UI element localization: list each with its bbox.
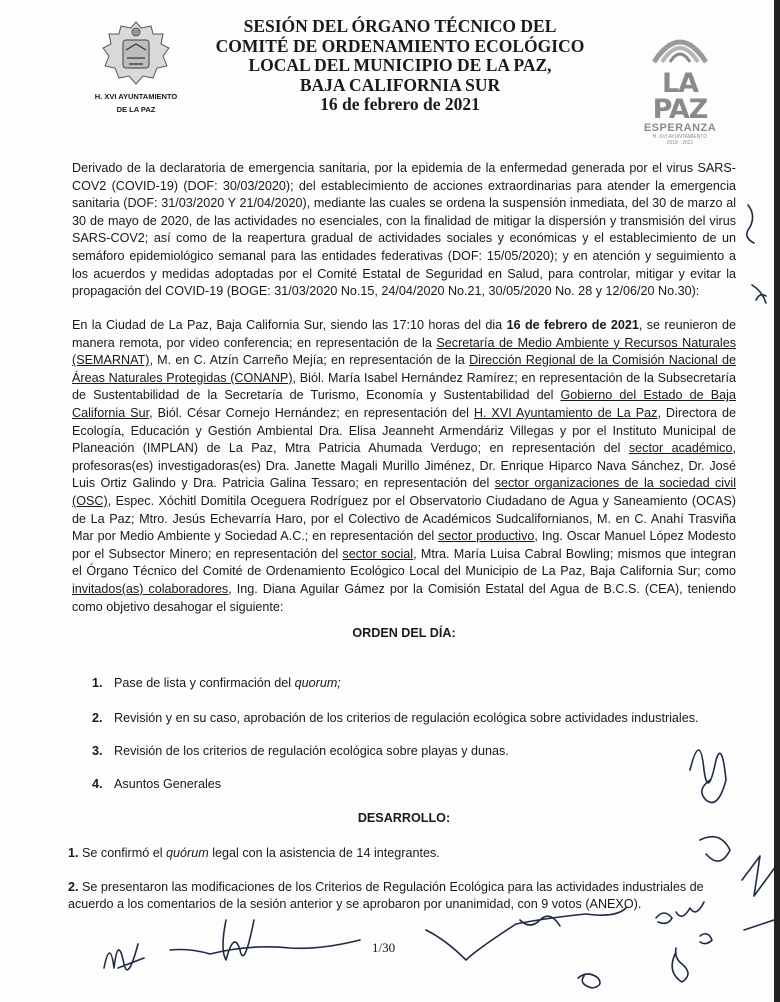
orden-del-dia-heading: ORDEN DEL DÍA: bbox=[352, 626, 456, 640]
signature-mark bbox=[426, 908, 626, 960]
agenda-item bbox=[92, 744, 732, 758]
desarrollo-item-2 bbox=[68, 879, 708, 913]
logo-caption-line-2: DE LA PAZ bbox=[116, 105, 156, 114]
logo-years-text: 2018 · 2021 bbox=[666, 140, 694, 146]
signature-mark bbox=[104, 944, 144, 970]
text-segment: , Espec. Xóchitl Domitila Oceguera Rodríguez por el Observatorio Ciudadano de Agua y Saneamiento (OCAS) de La Paz; Mtro. Jesús Echevarría Haro, por el Colectivo de Académicos Sudcalifornianos, M. en C. Anahí Trasviña Mar por Medio Ambiente y Sociedad A.C.; en representación del bbox=[72, 493, 736, 544]
desarrollo-heading: DESARROLLO: bbox=[357, 811, 451, 825]
text-segment: , M. en C. Atzín Carreño Mejía; en representación de la bbox=[149, 353, 470, 368]
text-segment: , profesoras(es) investigadoras(es) Dra. Janette Magali Murillo Jiménez, Dr. Enrique Hiparco Nava Sánchez, Dr. José Luis Ortiz Galindo y Dra. Patricia Galina Tessaro; en representación del bbox=[72, 441, 736, 491]
agenda-number: 3. bbox=[92, 744, 103, 758]
signature-mark bbox=[170, 920, 360, 960]
underlined-entity: invitados(as) colaboradores bbox=[72, 581, 229, 596]
title-line-4: BAJA CALIFORNIA SUR bbox=[299, 74, 501, 95]
item-text: Se confirmó el bbox=[78, 846, 167, 860]
agenda-text: Revisión y en su caso, aprobación de los criterios de regulación ecológica sobre actividades industriales. bbox=[114, 711, 699, 725]
title-line-1: SESIÓN DEL ÓRGANO TÉCNICO DEL bbox=[243, 16, 557, 36]
signature-mark bbox=[742, 856, 776, 930]
underlined-entity: sector organizaciones de la sociedad civil (OSC) bbox=[72, 476, 736, 508]
agenda-number: 4. bbox=[92, 777, 103, 791]
agenda-item bbox=[92, 777, 732, 791]
underlined-entity: Secretaría de Medio Ambiente y Recursos Naturales (SEMARNAT) bbox=[72, 335, 736, 368]
text-segment: En la Ciudad de La Paz, Baja California Sur, siendo las 17:10 horas del dia bbox=[72, 318, 507, 332]
logo-ayuntamiento-text: H. XVI AYUNTAMIENTO bbox=[652, 134, 708, 140]
underlined-entity: sector productivo bbox=[438, 529, 535, 544]
coat-of-arms-icon bbox=[93, 18, 179, 88]
signature-mark bbox=[578, 974, 600, 988]
title-line-2: COMITÉ DE ORDENAMIENTO ECOLÓGICO bbox=[215, 35, 585, 56]
underlined-entity: H. XVI Ayuntamiento de La Paz bbox=[473, 405, 658, 420]
title-date: 16 de febrero de 2021 bbox=[320, 94, 480, 114]
signature-mark bbox=[700, 837, 730, 861]
underlined-entity: Gobierno del Estado de Baja California Sur bbox=[72, 388, 736, 420]
logo-esperanza-text: ESPERANZA bbox=[643, 122, 717, 134]
ayuntamiento-logo bbox=[84, 18, 188, 114]
text-segment: , se reunieron de manera remota, por video conferencia; en representación de la bbox=[72, 318, 736, 350]
underlined-entity: Dirección Regional de la Comisión Nacional de Áreas Naturales Protegidas (CONANP) bbox=[72, 353, 736, 385]
meeting-date: 16 de febrero de 2021 bbox=[506, 318, 639, 332]
logo-la-paz-text: LA PAZ bbox=[652, 68, 708, 125]
title-line-3: LOCAL DEL MUNICIPIO DE LA PAZ, bbox=[248, 55, 552, 75]
item-italic-text: quórum bbox=[166, 846, 209, 860]
la-paz-emblem-icon bbox=[648, 26, 712, 66]
agenda-italic-text: quorum; bbox=[294, 676, 341, 690]
agenda-item bbox=[92, 676, 732, 690]
page-number: 1/30 bbox=[372, 940, 396, 955]
la-paz-logo bbox=[632, 26, 728, 146]
agenda-text: Pase de lista y confirmación del bbox=[114, 676, 295, 690]
document-title bbox=[200, 17, 600, 115]
margin-initial-mark bbox=[747, 205, 754, 243]
text-segment: , Mtra. María Luisa Cabral Bowling; mismos que integran el Órgano Técnico del Comité de Ordenamiento Ecológico Local del Municipio de La Paz, Baja California Sur; como bbox=[72, 546, 736, 579]
signature-mark bbox=[672, 948, 688, 982]
logo-caption-line-1: H. XVI AYUNTAMIENTO bbox=[94, 92, 178, 101]
item-text: Se presentaron las modificaciones de los Criterios de Regulación Ecológica para las actividades industriales de acuerdo a los comentarios de la sesión anterior y se aprobaron por unanimidad, con 9 votos (ANEXO). bbox=[68, 880, 704, 911]
item-number: 1. bbox=[68, 846, 79, 860]
agenda-text: Revisión de los criterios de regulación ecológica sobre playas y dunas. bbox=[114, 744, 509, 758]
underlined-entity: sector social bbox=[342, 546, 414, 561]
text-segment: , Directora de Ecología, Educación y Gestión Ambiental Dra. Elisa Jeanneht Armendáriz Villegas y por el Instituto Municipal de Planeación (IMPLAN) de La Paz, Mtra Patricia Ahumada Verdugo; en representación del bbox=[72, 405, 737, 456]
underlined-entity: sector académico bbox=[628, 441, 733, 456]
preamble-paragraph: Derivado de la declaratoria de emergencia sanitaria, por la epidemia de la enfermedad generada por el virus SARS-COV2 (COVID-19) (DOF: 30/03/2020); del establecimiento de acciones extraordinarias para atender la emergencia sanitaria (DOF: 31/03/2020 Y 21/04/2020), mediante las cuales se ordena la suspensión inmediata, del 30 de marzo al 30 de mayo de 2020, de las actividades no esenciales, con la finalidad de mitigar la dispersión y transmisión del virus SARS-COV2; así como de la reapertura gradual de actividades sociales y económicas y el establecimiento de un semáforo epidemiológico semanal para las entidades federativas (DOF: 15/05/2020); y en atención y seguimiento a los acuerdos y medidas adoptadas por el Comité Estatal de Seguridad en Salud, para controlar, mitigar y evitar la propagación del COVID-19 (BOGE: 31/03/2020 No.15, 24/04/2020 No.21, 30/05/2020 No. 28 y 12/06/20 No.30): bbox=[72, 161, 736, 299]
agenda-text: Asuntos Generales bbox=[114, 777, 222, 791]
scan-edge bbox=[774, 0, 780, 1002]
item-number: 2. bbox=[68, 880, 79, 894]
agenda-number: 1. bbox=[92, 676, 103, 690]
text-segment: , Ing. Diana Aguilar Gámez por la Comisión Estatal del Agua de B.C.S. (CEA), teniendo como objetivo desahogar el siguiente: bbox=[72, 581, 736, 614]
attendance-paragraph bbox=[72, 317, 736, 616]
agenda-item bbox=[92, 711, 732, 725]
text-segment: , Biól. María Isabel Hernández Ramírez; en representación de la Subsecretaría de Sustentabilidad de la Secretaría de Turismo, Economía y Sustentabilidad del bbox=[72, 370, 736, 403]
text-segment: , Biól. César Cornejo Hernández; en representación del bbox=[149, 405, 474, 420]
item-text: legal con la asistencia de 14 integrantes. bbox=[208, 846, 440, 860]
signature-mark bbox=[700, 934, 712, 944]
agenda-number: 2. bbox=[92, 711, 103, 725]
margin-initial-mark bbox=[752, 285, 766, 303]
desarrollo-item-1 bbox=[68, 846, 440, 860]
text-segment: , Ing. Oscar Manuel López Modesto por el Subsector Minero; en representación del bbox=[72, 529, 736, 561]
